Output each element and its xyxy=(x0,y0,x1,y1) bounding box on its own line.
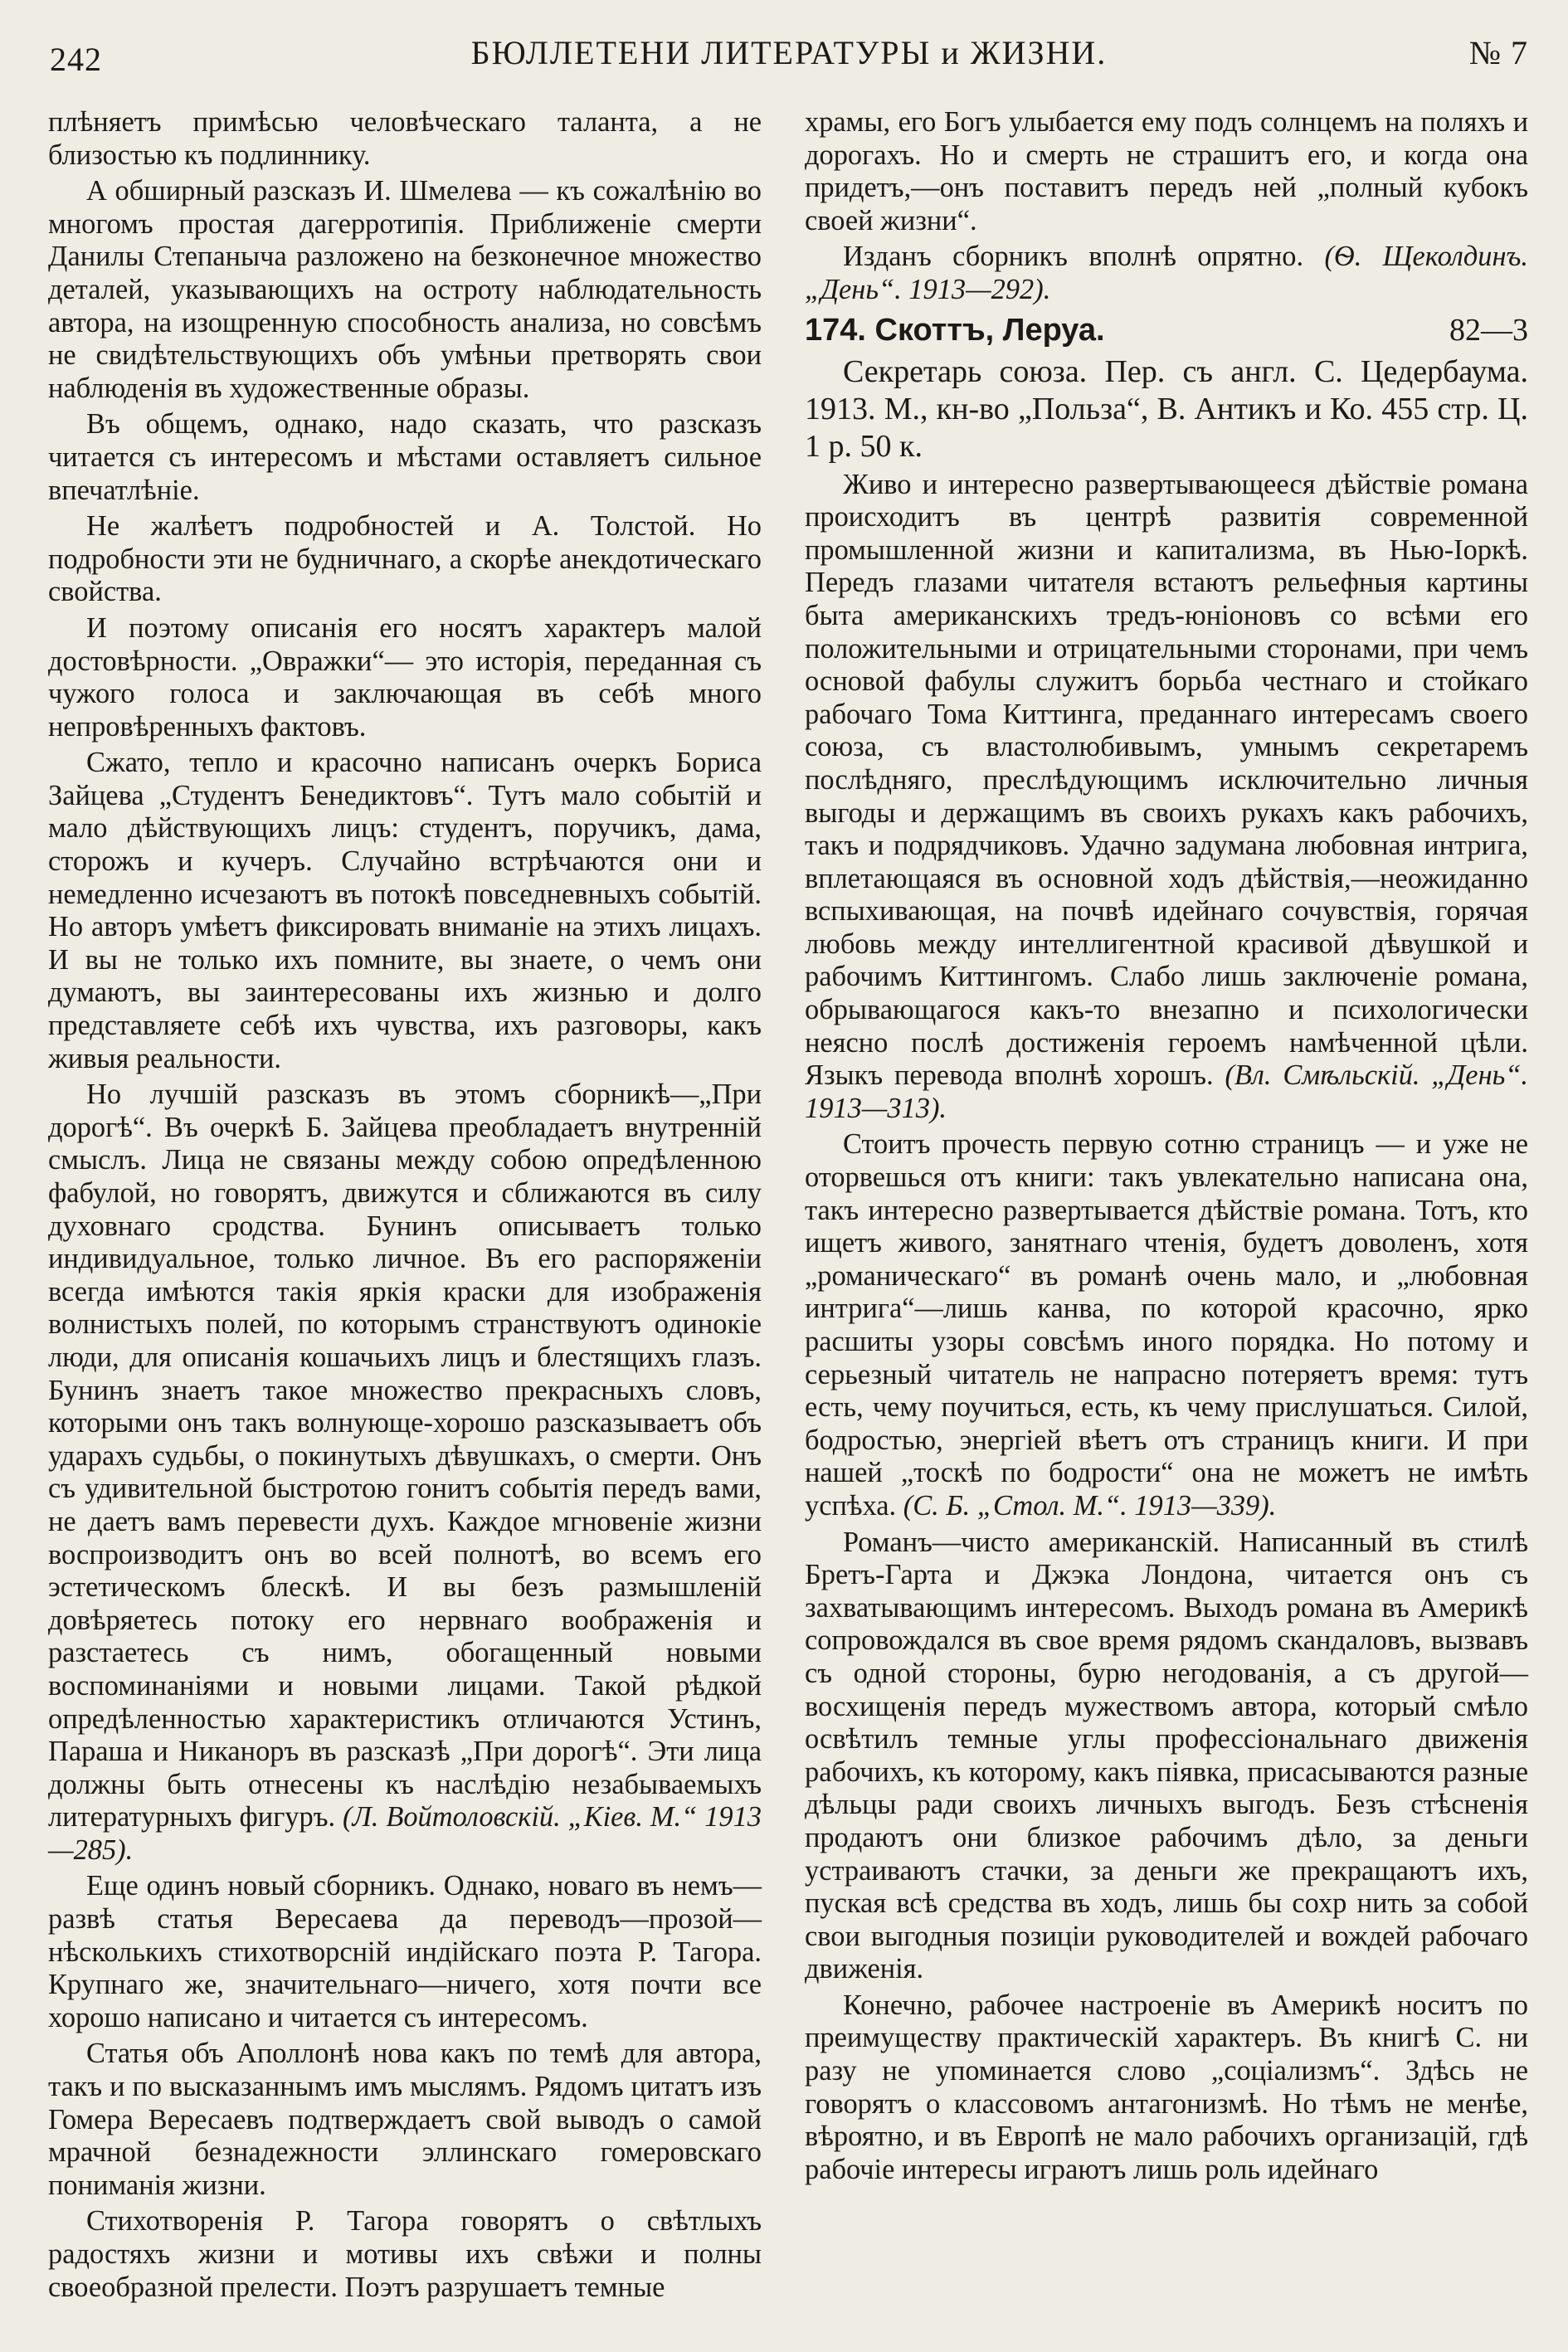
source-citation: (С. Б. „Стол. М.“. 1913—339). xyxy=(903,1489,1277,1522)
paragraph: Не жалѣетъ подробностей и А. Толстой. Но подробности эти не будничнаго, а скорѣе анекдотическаго свойства. xyxy=(48,510,762,608)
issue-number: № 7 xyxy=(1468,34,1528,71)
classification-code: 82—3 xyxy=(1449,312,1528,348)
right-column xyxy=(805,106,1528,2189)
paragraph: И поэтому описанія его носятъ характеръ малой достовѣрности. „Овражки“— это исторія, переданная съ чужого голоса и заключающая въ себѣ много непровѣренныхъ фактовъ. xyxy=(48,611,762,743)
journal-title: БЮЛЛЕТЕНИ ЛИТЕРАТУРЫ и ЖИЗНИ. xyxy=(470,34,1108,71)
paragraph: Стихотворенія Р. Тагора говорятъ о свѣтлыхъ радостяхъ жизни и мотивы ихъ свѣжи и полны своеобразной прелести. Поэтъ разрушаетъ темные xyxy=(48,2205,762,2303)
paragraph: Изданъ сборникъ вполнѣ опрятно. (Ѳ. Щеколдинъ. „День“. 1913—292). xyxy=(805,241,1528,305)
paragraph: Живо и интересно развертывающееся дѣйствіе романа происходитъ въ центрѣ развитія современной промышленной жизни и капитализма, въ Нью-Іоркѣ. Передъ глазами читателя встаютъ рельефныя картины быта американскихъ тредъ-юніоновъ со всѣми его положительными и отрицательными сторонами, при чемъ основой фабулы служитъ борьба честнаго и стойкаго рабочаго Тома Киттинга, преданнаго интересамъ своего союза, съ властолюбивымъ, умнымъ секретаремъ послѣдняго, преслѣдующимъ исключительно личныя выгоды и держащимъ въ своихъ рукахъ какъ рабочихъ, такъ и подрядчиковъ. Удачно задумана любовная интрига, вплетающаяся въ основной ходъ дѣйствія,—неожиданно вспыхивающая, на почвѣ идейнаго сочувствія, горячая любовь между интеллигентной красивой дѣвушкой и рабочимъ Киттингомъ. Слабо лишь заключеніе романа, обрывающагося какъ-то внезапно и психологически неясно послѣ достиженія героемъ намѣченной цѣли. Языкъ перевода вполнѣ хорошъ. (Вл. Смѣльскій. „День“. 1913—313). xyxy=(805,468,1529,1124)
paragraph: Въ общемъ, однако, надо сказать, что разсказъ читается съ интересомъ и мѣстами оставляетъ сильное впечатлѣніе. xyxy=(48,408,762,506)
page-number: 242 xyxy=(50,41,102,78)
source-citation: (Л. Войтоловскій. „Кіев. М.“ 1913—285). xyxy=(48,1801,762,1866)
paragraph: Еще одинъ новый сборникъ. Однако, новаго въ немъ—развѣ статья Вересаева да переводъ—прозой—нѣсколькихъ стихотворсній индійскаго поэта Р. Тагора. Крупнаго же, значительнаго—ничего, хотя почти все хорошо написано и читается съ интересомъ. xyxy=(48,1870,762,2033)
entry-bibliographic-record: Секретарь союза. Пер. съ англ. С. Цедербаума. 1913. М., кн-во „Польза“, В. Антикъ и Ко. 455 стр. Ц. 1 р. 50 к. xyxy=(805,353,1528,464)
paragraph: Стоитъ прочесть первую сотню страницъ — и уже не оторвешься отъ книги: такъ увлекательно написана она, такъ интересно развертывается дѣйствіе романа. Тотъ, кто ищетъ живого, занятнаго чтенія, будетъ доволенъ, хотя „романическаго“ въ романѣ очень мало, и „любовная интрига“—лишь канва, по которой красочно, ярко расшиты узоры совсѣмъ иного порядка. Но потому и серьезный читатель не напрасно потеряетъ время: тутъ есть, чему поучиться, есть, къ чему прислушаться. Силой, бодростью, энергіей вѣетъ отъ страницъ книги. И при нашей „тоскѣ по бодрости“ она не можетъ не имѣть успѣха. (С. Б. „Стол. М.“. 1913—339). xyxy=(805,1128,1528,1522)
entry-heading xyxy=(805,312,1528,348)
paragraph: А обширный разсказъ И. Шмелева — къ сожалѣнію во многомъ простая дагерротипія. Приближеніе смерти Данилы Степаныча разложено на безконечное множество деталей, указывающихъ на остроту наблюдательность автора, на изощренную способность анализа, но совсѣмъ не свидѣтельствующихъ объ умѣньи претворять свои наблюденія въ художественные образы. xyxy=(48,175,762,404)
paragraph: Романъ—чисто американскій. Написанный въ стилѣ Бретъ-Гарта и Джэка Лондона, читается онъ съ захватывающимъ интересомъ. Выходъ романа въ Америкѣ сопровождался въ свое время рядомъ скандаловъ, вызвавъ съ одной стороны, бурю негодованія, а съ другой—восхищенія передъ мужествомъ автора, который смѣло освѣтилъ темные углы профессіональнаго движенія рабочихъ, къ которому, какъ піявка, присасываются разные дѣльцы ради своихъ личныхъ выгодъ. Безъ стѣсненія продаютъ они близкое рабочимъ дѣло, за деньги устраиваютъ стачки, за деньги же прекращаютъ ихъ, пуская всѣ средства въ ходъ, лишь бы сохр нить за собой свои выгодныя позиціи руководителей и вождей рабочаго движенія. xyxy=(805,1526,1528,1985)
paragraph: плѣняетъ примѣсью человѣческаго таланта, а не близостью къ подлиннику. xyxy=(48,106,762,171)
paragraph: Но лучшій разсказъ въ этомъ сборникѣ—„При дорогѣ“. Въ очеркѣ Б. Зайцева преобладаетъ внутренній смыслъ. Лица не связаны между собою опредѣленною фабулой, но говорятъ, движутся и сближаются въ силу духовнаго сродства. Бунинъ описываетъ только индивидуальное, только личное. Въ его распоряженіи всегда имѣются такія яркія краски для изображенія волнистыхъ полей, по которымъ странствуютъ одинокіе люди, для описанія кошачьихъ лицъ и блестящихъ глазъ. Бунинъ знаетъ такое множество прекрасныхъ словъ, которыми онъ такъ волнующе-хорошо разсказываетъ объ ударахъ судьбы, о покинутыхъ дѣвушкахъ, о смерти. Онъ съ удивительной быстротою гонитъ событія передъ вами, не даетъ вамъ перевести духъ. Каждое мгновеніе жизни воспроизводитъ онъ во всей полнотѣ, во всемъ его эстетическомъ блескѣ. И вы безъ размышленій довѣряетесь потоку его нервнаго воображенія и разстаетесь съ нимъ, обогащенный новыми воспоминаніями и новыми лицами. Такой рѣдкой опредѣленностью характеристикъ отличаются Устинъ, Параша и Никаноръ въ разсказѣ „При дорогѣ“. Эти лица должны быть отнесены къ наслѣдію незабываемыхъ литературныхъ фигуръ. (Л. Войтоловскій. „Кіев. М.“ 1913—285). xyxy=(48,1079,762,1866)
running-header xyxy=(50,33,1528,83)
paragraph: храмы, его Богъ улыбается ему подъ солнцемъ на поляхъ и дорогахъ. Но и смерть не страшитъ его, и когда она придетъ,—онъ поставитъ передъ ней „полный кубокъ своей жизни“. xyxy=(805,106,1528,236)
paragraph: Конечно, рабочее настроеніе въ Америкѣ носитъ по преимуществу практическій характеръ. Въ книгѣ С. ни разу не упоминается слово „соціализмъ“. Здѣсь не говорятъ о классовомъ антагонизмѣ. Но тѣмъ не менѣе, вѣроятно, и въ Европѣ не мало рабочихъ организацій, гдѣ рабочіе интересы играютъ лишь роль идейнаго xyxy=(805,1989,1528,2185)
paragraph: Статья объ Аполлонѣ нова какъ по темѣ для автора, такъ и по высказаннымъ имъ мыслямъ. Рядомъ цитатъ изъ Гомера Вересаевъ подтверждаетъ свой выводъ о самой мрачной безнадежности эллинскаго гомеровскаго пониманія жизни. xyxy=(48,2038,762,2201)
paragraph: Сжато, тепло и красочно написанъ очеркъ Бориса Зайцева „Студентъ Бенедиктовъ“. Тутъ мало событій и мало дѣйствующихъ лицъ: студентъ, поручикъ, дама, сторожъ и кучеръ. Случайно встрѣчаются они и немедленно исчезаютъ въ потокѣ повседневныхъ событій. Но авторъ умѣетъ фиксировать вниманіе на этихъ лицахъ. И вы не только ихъ помните, вы знаете, о чемъ они думаютъ, вы заинтересованы ихъ жизнью и долго представляете себѣ ихъ чувства, ихъ разговоры, какъ живыя реальности. xyxy=(48,747,762,1074)
left-column xyxy=(48,106,762,2307)
source-citation: (Вл. Смѣльскій. „День“. 1913—313). xyxy=(805,1059,1529,1124)
entry-title: 174. Скоттъ, Леруа. xyxy=(805,312,1105,348)
source-citation: (Ѳ. Щеколдинъ. „День“. 1913—292). xyxy=(805,241,1528,305)
